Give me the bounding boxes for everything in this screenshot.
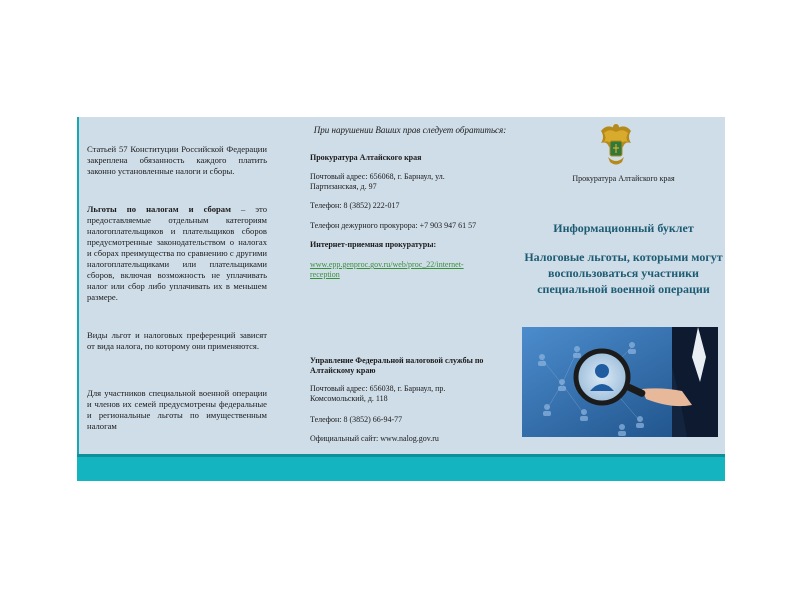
cover-panel: [522, 117, 725, 454]
prosecutor-office-phone: Телефон: 8 (3852) 222-017: [310, 201, 400, 210]
contact-intro: При нарушении Ваших прав следует обратиться:: [313, 125, 507, 135]
duty-prosecutor-phone: Телефон дежурного прокурора: +7 903 947 61 57: [310, 221, 477, 230]
booklet-headline: Налоговые льготы, которыми могут воспользоваться участники специальной военной операции: [524, 250, 723, 296]
benefit-types-paragraph: Виды льгот и налоговых преференций зависят от вида налога, по которому они применяются.: [87, 330, 267, 351]
constitution-paragraph: Статьей 57 Конституции Российской Федерации закреплена обязанность каждого платить законно установленные налоги и сборы.: [87, 144, 267, 176]
tax-service-phone: Телефон: 8 (3852) 66-94-77: [310, 415, 403, 424]
reception-label: Интернет-приемная прокуратуры:: [310, 240, 437, 249]
left-rule: [77, 117, 79, 481]
benefits-term: Льготы по налогам и сборам: [87, 204, 231, 214]
prosecutor-office-address: Почтовый адрес: 656068, г. Барнаул, ул. Партизанская, д. 97: [310, 172, 445, 191]
tax-service-address: Почтовый адрес: 656038, г. Барнаул, пр. Комсомольский, д. 118: [310, 384, 446, 403]
prosecutor-office-name: Прокуратура Алтайского края: [310, 153, 422, 162]
reception-link[interactable]: www.epp.genproc.gov.ru/web/proc_22/internet-reception: [310, 260, 464, 279]
benefits-definition-paragraph: [87, 204, 267, 303]
benefits-definition: – это предоставляемые отдельным категориям налогоплательщиков и плательщиков сборов предусмотренные законодательством о налогах и сборах преимущества по сравнению с другими налогоплательщиками или плательщиками сборов, включая возможность не уплачивать налог или сбор либо уплачивать их в меньшем размере.: [87, 204, 267, 302]
tax-service-site: Официальный сайт: www.nalog.gov.ru: [310, 434, 439, 443]
cover-org-name: Прокуратура Алтайского края: [572, 174, 675, 183]
middle-panel: [310, 117, 510, 454]
tax-service-name: Управление Федеральной налоговой службы по Алтайскому краю: [310, 356, 484, 375]
svo-benefits-paragraph: Для участников специальной военной операции и членов их семей предусмотрены федеральные и региональные льготы по имущественным налогам: [87, 388, 267, 431]
magnifier-photo: [522, 327, 718, 437]
emblem-icon: [597, 121, 635, 169]
bottom-band: [77, 457, 725, 481]
left-panel: [87, 117, 267, 454]
brochure: [77, 117, 725, 481]
booklet-kind: Информационный буклет: [553, 221, 694, 235]
